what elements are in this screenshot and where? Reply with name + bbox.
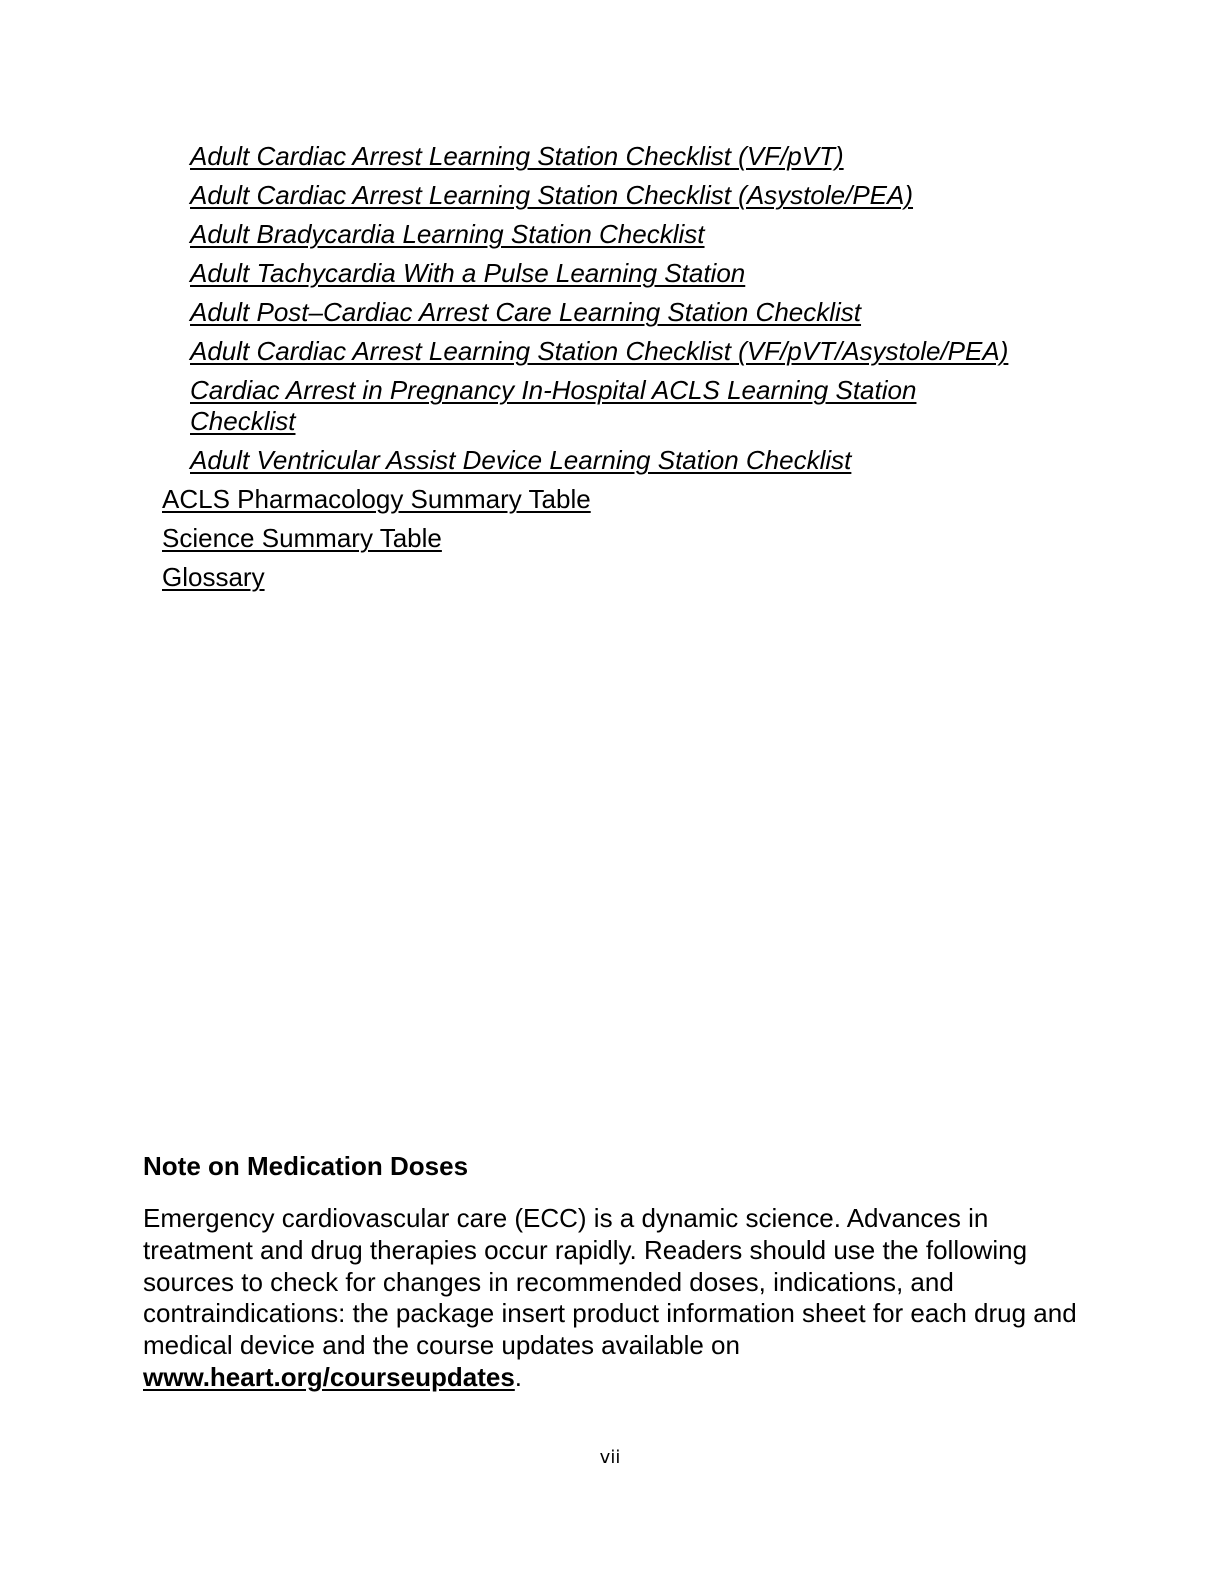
note-body bbox=[143, 1203, 1083, 1394]
course-updates-link[interactable]: www.heart.org/courseupdates bbox=[143, 1361, 515, 1392]
medication-doses-note bbox=[143, 1149, 1083, 1394]
toc-link-post-cardiac-arrest-checklist[interactable]: Adult Post–Cardiac Arrest Care Learning Station Checklist bbox=[190, 297, 862, 327]
toc-link-tachycardia-station[interactable]: Adult Tachycardia With a Pulse Learning Station bbox=[190, 258, 746, 288]
note-body-end: . bbox=[514, 1361, 523, 1392]
toc-main-list bbox=[162, 484, 1062, 601]
toc-subsection-list bbox=[190, 141, 1090, 484]
toc-link-pregnancy-checklist[interactable]: Cardiac Arrest in Pregnancy In-Hospital ACLS Learning Station Checklist bbox=[190, 375, 917, 436]
toc-link-glossary[interactable]: Glossary bbox=[162, 562, 265, 592]
note-body-text: Emergency cardiovascular care (ECC) is a dynamic science. Advances in treatment and drug therapies occur rapidly. Readers should use the following sources to check for changes in recommended doses, indications, and contraindications: the package insert product information sheet for each drug and medical device and the course updates available on bbox=[143, 1203, 1077, 1361]
toc-link-science-table[interactable]: Science Summary Table bbox=[162, 523, 442, 553]
toc-link-pharmacology-table[interactable]: ACLS Pharmacology Summary Table bbox=[162, 484, 591, 514]
page-number: vii bbox=[599, 1447, 621, 1468]
toc-link-asystole-pea-checklist[interactable]: Adult Cardiac Arrest Learning Station Checklist (Asystole/PEA) bbox=[190, 180, 914, 210]
toc-link-vad-checklist[interactable]: Adult Ventricular Assist Device Learning Station Checklist bbox=[190, 445, 852, 475]
note-heading: Note on Medication Doses bbox=[143, 1151, 469, 1181]
toc-link-vf-pvt-checklist[interactable]: Adult Cardiac Arrest Learning Station Checklist (VF/pVT) bbox=[190, 141, 844, 171]
toc-link-bradycardia-checklist[interactable]: Adult Bradycardia Learning Station Checklist bbox=[190, 219, 705, 249]
toc-link-combined-checklist[interactable]: Adult Cardiac Arrest Learning Station Checklist (VF/pVT/Asystole/PEA) bbox=[190, 336, 1009, 366]
